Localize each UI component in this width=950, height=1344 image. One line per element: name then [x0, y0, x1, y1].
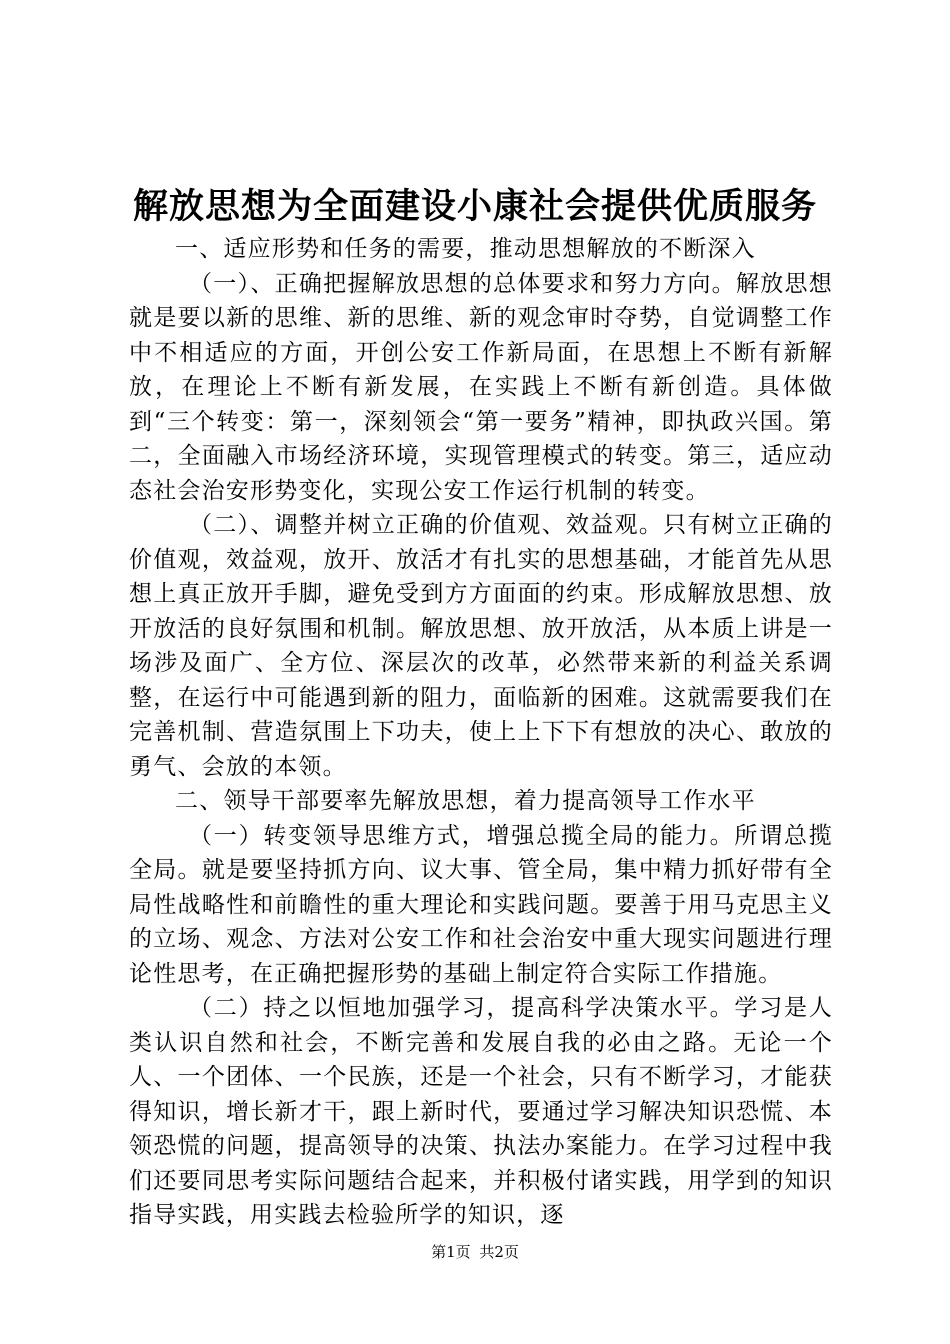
paragraph: （二）持之以恒地加强学习，提高科学决策水平。学习是人类认识自然和社会，不断完善和发展自我的必由之路。无论一个人、一个团体、一个民族，还是一个社会，只有不断学习，才能获得知识，增长新才干，跟上新时代，要通过学习解决知识恐慌、本领恐慌的问题，提高领导的决策、执法办案能力。在学习过程中我们还要同思考实际问题结合起来，并积极付诸实践，用学到的知识指导实践，用实践去检验所学的知识，逐	[129, 995, 833, 1228]
paragraph: （二）、调整并树立正确的价值观、效益观。只有树立正确的价值观，效益观，放开、放活才有扎实的思想基础，才能首先从思想上真正放开手脚，避免受到方方面面的约束。形成解放思想、放开放活的良好氛围和机制。解放思想、放开放活，从本质上讲是一场涉及面广、全方位、深层次的改革，必然带来新的利益关系调整，在运行中可能遇到新的阻力，面临新的困难。这就需要我们在完善机制、营造氛围上下功夫，使上上下下有想放的决心、敢放的勇气、会放的本领。	[129, 512, 833, 780]
page-number: 第1页	[431, 1243, 471, 1261]
page-total: 共2页	[479, 1243, 519, 1261]
document-body	[129, 232, 833, 1233]
document-title: 解放思想为全面建设小康社会提供优质服务	[132, 186, 817, 227]
section-heading: 一、适应形势和任务的需要，推动思想解放的不断深入	[175, 236, 756, 262]
paragraph: （一）、正确把握解放思想的总体要求和努力方向。解放思想就是要以新的思维、新的思维、新的观念审时夺势，自觉调整工作中不相适应的方面，开创公安工作新局面，在思想上不断有新解放，在理论上不断有新发展，在实践上不断有新创造。具体做到“三个转变：第一，深刻领会“第一要务”精神，即执政兴国。第二，全面融入市场经济环境，实现管理模式的转变。第三，适应动态社会治安形势变化，实现公安工作运行机制的转变。	[129, 270, 833, 504]
section-heading: 二、领导干部要率先解放思想，着力提高领导工作水平	[175, 788, 756, 814]
paragraph: （一）转变领导思维方式，增强总揽全局的能力。所谓总揽全局。就是要坚持抓方向、议大事、管全局，集中精力抓好带有全局性战略性和前瞻性的重大理论和实践问题。要善于用马克思主义的立场、观念、方法对公安工作和社会治安中重大现实问题进行理论性思考，在正确把握形势的基础上制定符合实际工作措施。	[129, 822, 833, 987]
page-footer	[0, 1242, 950, 1262]
